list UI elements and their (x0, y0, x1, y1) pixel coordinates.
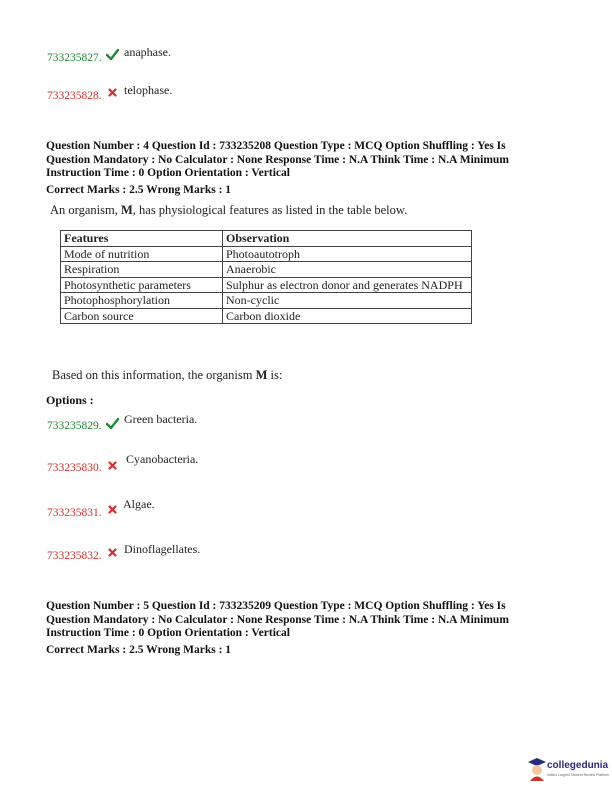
table-cell: Photophosphorylation (61, 293, 223, 309)
check-icon (106, 49, 119, 60)
option-text: Algae. (123, 497, 155, 511)
cross-icon (108, 505, 117, 514)
table-cell: Photosynthetic parameters (61, 277, 223, 293)
question-header (46, 600, 566, 657)
option-id: 733235830. (47, 462, 102, 474)
option-id: 733235828. (47, 90, 102, 102)
option-id: 733235831. (47, 507, 102, 519)
organism-symbol: M (255, 368, 268, 382)
table-cell: Non-cyclic (223, 293, 472, 309)
organism-symbol: M (120, 203, 133, 217)
cross-icon (108, 548, 117, 557)
question-header-line: Question Mandatory : No Calculator : None Response Time : N.A Think Time : N.A Minimum (46, 153, 509, 166)
table-cell: Respiration (61, 262, 223, 278)
option-text: Green bacteria. (124, 412, 198, 426)
table-row (61, 246, 472, 262)
features-table (60, 230, 472, 324)
table-cell: Photoautotroph (223, 246, 472, 262)
option-text: telophase. (124, 83, 173, 97)
cross-icon (108, 88, 117, 97)
question-header-line: Instruction Time : 0 Option Orientation : Vertical (46, 167, 290, 179)
question-marks: Correct Marks : 2.5 Wrong Marks : 1 (46, 183, 232, 196)
column-header: Observation (223, 231, 472, 247)
table-row (61, 308, 472, 324)
table-cell: Carbon source (61, 308, 223, 324)
option-id: 733235832. (47, 550, 102, 562)
option-text: Dinoflagellates. (124, 542, 201, 556)
graduate-icon (527, 757, 547, 781)
brand-name: collegedunia (547, 760, 609, 771)
table-cell: Mode of nutrition (61, 246, 223, 262)
option-id: 733235829. (47, 420, 102, 432)
question-header-line: Question Number : 4 Question Id : 733235208 Question Type : MCQ Option Shuffling : Yes Is (46, 140, 506, 152)
brand-tagline: India's Largest Student Review Platform (547, 773, 610, 777)
prompt-text: Based on this information, the organism (52, 368, 256, 382)
options-label: Options : (46, 393, 94, 407)
stem-text: , has physiological features as listed in the table below. (132, 203, 408, 217)
question-header-line: Question Mandatory : No Calculator : None Response Time : N.A Think Time : N.A Minimum (46, 613, 509, 626)
question-header (46, 140, 566, 197)
table-row (61, 293, 472, 309)
option-text: Cyanobacteria. (126, 452, 199, 466)
question-header-line: Question Number : 5 Question Id : 733235209 Question Type : MCQ Option Shuffling : Yes Is (46, 600, 506, 612)
table-row (61, 262, 472, 278)
table-row (61, 277, 472, 293)
option-id: 733235827. (47, 52, 102, 64)
option-text: anaphase. (124, 45, 171, 59)
collegedunia-logo (527, 755, 612, 785)
question-prompt (52, 368, 282, 383)
table-cell: Sulphur as electron donor and generates NADPH (223, 277, 472, 293)
table-cell: Carbon dioxide (223, 308, 472, 324)
question-header-line: Instruction Time : 0 Option Orientation : Vertical (46, 627, 290, 639)
question-stem (50, 203, 407, 218)
column-header: Features (61, 231, 223, 247)
cross-icon (108, 461, 117, 470)
table-cell: Anaerobic (223, 262, 472, 278)
stem-text: An organism, (50, 203, 121, 217)
table-header-row (61, 231, 472, 247)
prompt-text: is: (267, 368, 283, 382)
question-marks: Correct Marks : 2.5 Wrong Marks : 1 (46, 643, 232, 656)
check-icon (106, 418, 119, 429)
